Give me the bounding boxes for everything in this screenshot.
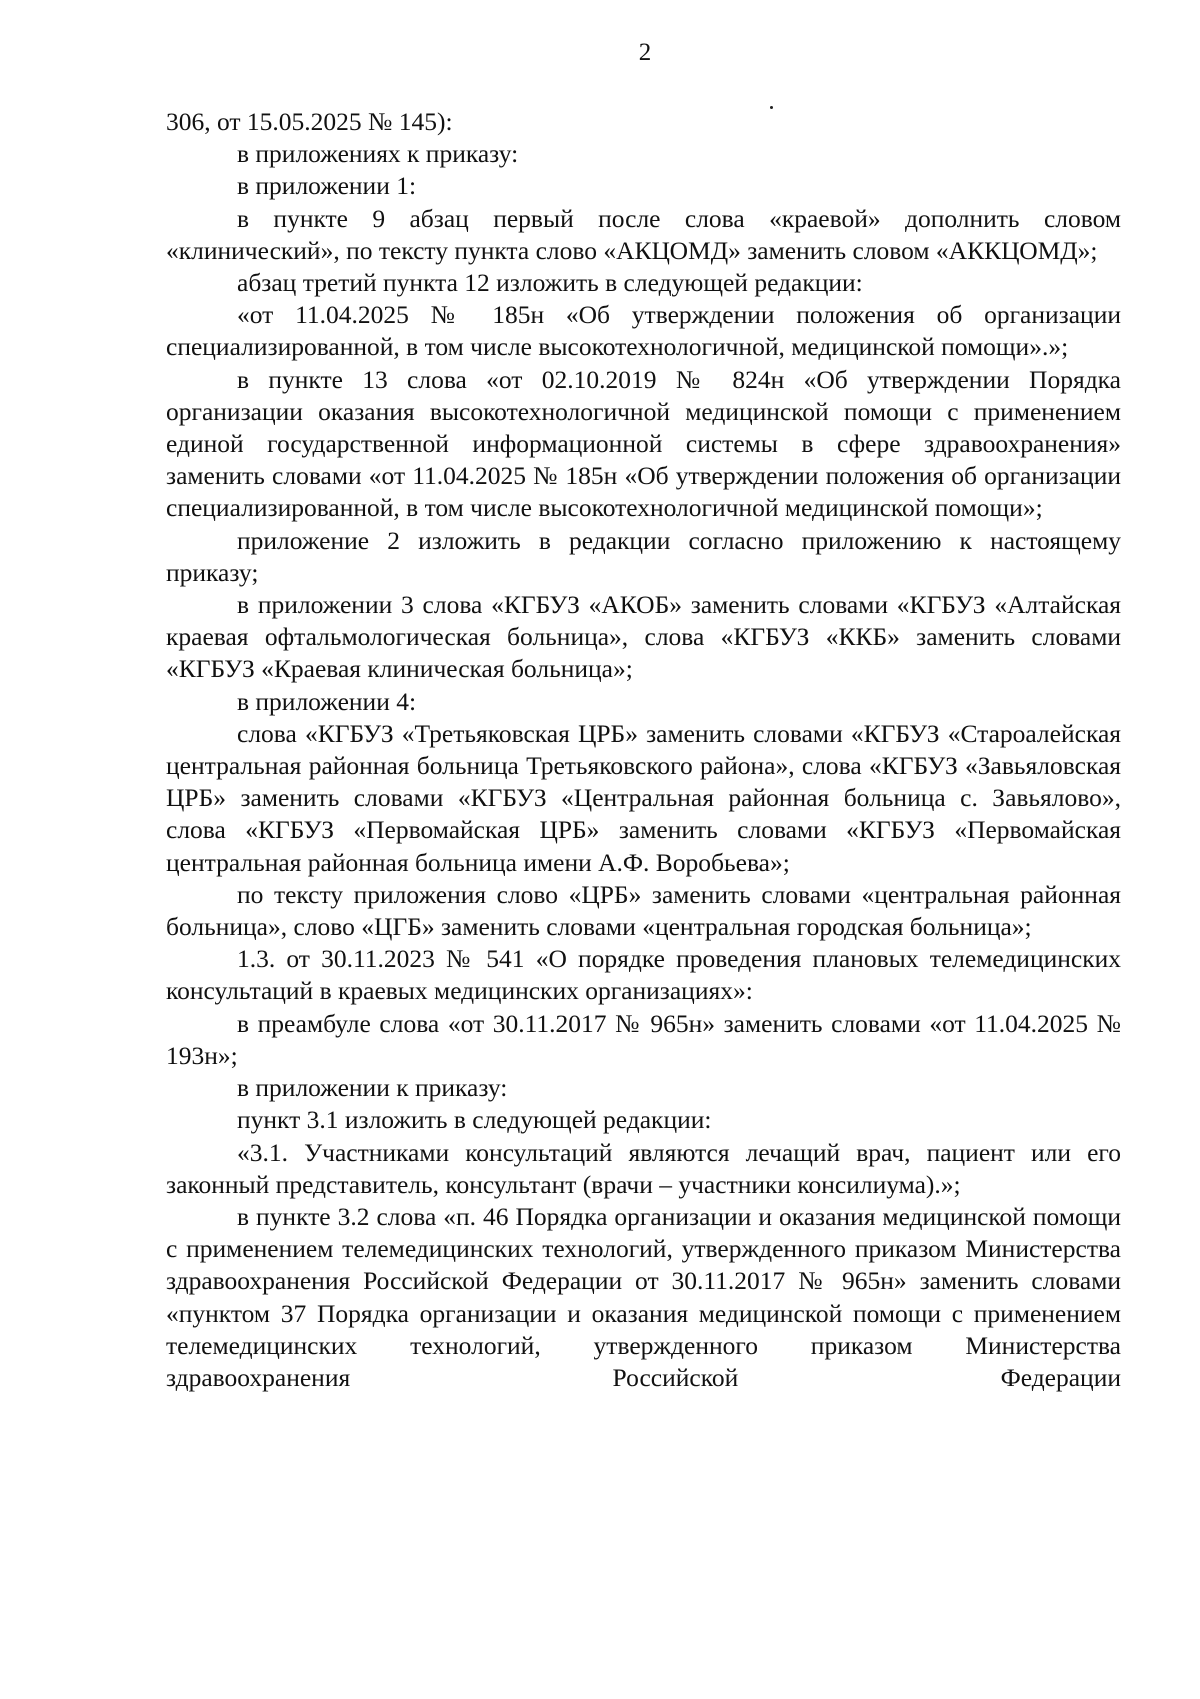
paragraph: 1.3. от 30.11.2023 № 541 «О порядке проведения плановых телемедицинских консультаций в краевых медицинских организациях»:	[166, 944, 1121, 1006]
document-body	[166, 106, 1121, 1394]
paragraph: в пункте 9 абзац первый после слова «краевой» дополнить словом «клинический», по тексту пункта слово «АКЦОМД» заменить словом «АККЦОМД»;	[166, 203, 1121, 265]
paragraph: в приложении к приказу:	[237, 1073, 508, 1103]
paragraph: в пункте 3.2 слова «п. 46 Порядка организации и оказания медицинской помощи с применением телемедицинских технологий, утвержденного приказом Министерства здравоохранения Российской Федерации от 30.11.2017 № 965н» заменить словами «пунктом 37 Порядка организации и оказания медицинской помощи с применением телемедицинских технологий, утвержденного приказом Министерства здравоохранения Российской Федерации	[166, 1201, 1121, 1392]
paragraph: в пункте 13 слова «от 02.10.2019 № 824н «Об утверждении Порядка организации оказания высокотехнологичной медицинской помощи с применением единой государственной информационной системы в сфере здравоохранения» заменить словами «от 11.04.2025 № 185н «Об утверждении положения об организации специализированной, в том числе высокотехнологичной медицинской помощи»;	[166, 364, 1121, 523]
paragraph: в преамбуле слова «от 30.11.2017 № 965н» заменить словами «от 11.04.2025 № 193н»;	[166, 1008, 1121, 1070]
paragraph: пункт 3.1 изложить в следующей редакции:	[237, 1105, 712, 1135]
paragraph: «3.1. Участниками консультаций являются лечащий врач, пациент или его законный представитель, консультант (врачи – участники консилиума).»;	[166, 1137, 1121, 1199]
paragraph: 306, от 15.05.2025 № 145):	[166, 107, 453, 136]
paragraph: в приложениях к приказу:	[237, 139, 519, 169]
page-number: 2	[638, 39, 652, 66]
paragraph: по тексту приложения слово «ЦРБ» заменить словами «центральная районная больница», слово «ЦГБ» заменить словами «центральная городская больница»;	[166, 879, 1121, 942]
paragraph: приложение 2 изложить в редакции согласно приложению к настоящему приказу;	[166, 525, 1121, 587]
paragraph: в приложении 1:	[237, 171, 417, 201]
paragraph: «от 11.04.2025 № 185н «Об утверждении положения об организации специализированной, в том числе высокотехнологичной, медицинской помощи».»;	[166, 300, 1121, 362]
paragraph: слова «КГБУЗ «Третьяковская ЦРБ» заменить словами «КГБУЗ «Староалейская центральная районная больница Третьяковского района», слова «КГБУЗ «Завьяловская ЦРБ» заменить словами «КГБУЗ «Центральная районная больница с. Завьялово», слова «КГБУЗ «Первомайская ЦРБ» заменить словами «КГБУЗ «Первомайская центральная районная больница имени А.Ф. Воробьева»;	[166, 718, 1121, 877]
paragraph: в приложении 3 слова «КГБУЗ «АКОБ» заменить словами «КГБУЗ «Алтайская краевая офтальмологическая больница», слова «КГБУЗ «ККБ» заменить словами «КГБУЗ «Краевая клиническая больница»;	[166, 590, 1121, 684]
paragraph: в приложении 4:	[237, 686, 417, 716]
paragraph: абзац третий пункта 12 изложить в следующей редакции:	[237, 268, 863, 298]
